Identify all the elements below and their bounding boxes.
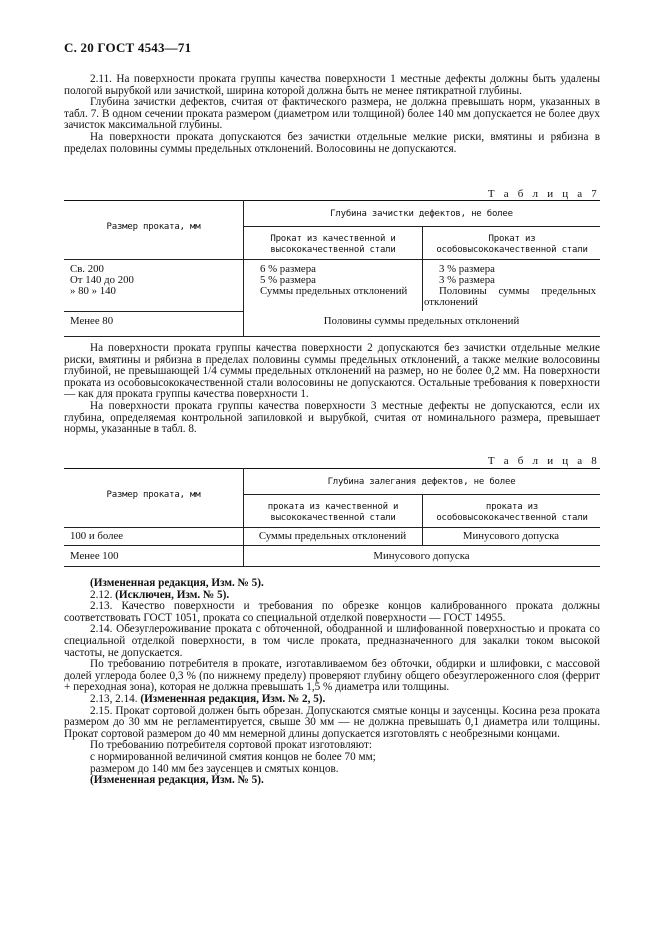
page-header: С. 20 ГОСТ 4543—71 [64, 40, 192, 55]
section-2-12-excluded: (Исключен, Изм. № 5). [115, 588, 230, 601]
sections-2-12-to-2-15 [64, 578, 600, 787]
section-2-15-d: размером до 140 мм без заусенцев и смятых концов. [90, 762, 339, 775]
paragraph: На поверхности проката допускаются без зачистки отдельные мелкие риски, вмятины и рябизна в пределах половины суммы предельных отклонений. Волосовины не допускаются. [64, 130, 600, 155]
section-2-15: 2.15. Прокат сортовой должен быть обрезан. Допускаются смятые концы и заусенцы. Косина реза проката размером до 30 мм не регламентируется, свыше 30 мм — не должна превышать 0,1 диаметра или толщины. Прокат сортовой размером до 40 мм немерной длины допускается изготовлять с необрезными концами. [64, 704, 600, 740]
section-2-11 [64, 74, 600, 155]
section-2-15-c: с нормированной величиной смятия концов не более 70 мм; [90, 750, 376, 763]
table-7-row-1-a: 6 % размера [260, 263, 316, 275]
section-surface-2-3 [64, 343, 600, 436]
table-7-row-2-size: От 140 до 200 [70, 274, 134, 286]
table-8-col-size-header: Размер проката, мм [106, 490, 201, 500]
table-7-caption: Т а б л и ц а 7 [487, 188, 600, 200]
table-7-subheader-2: Прокат из особовысококачественной стали [436, 234, 588, 255]
paragraph: 2.11. На поверхности проката группы качества поверхности 1 местные дефекты должны быть удалены пологой вырубкой или зачисткой, ширина которой должна быть не менее пятикратной глубины. [64, 73, 600, 97]
table-7-col-size-header: Размер проката, мм [106, 222, 201, 232]
table-8-last-size: Менее 100 [70, 550, 119, 562]
table-7-row-1-b: 3 % размера [439, 263, 495, 275]
table-8 [64, 468, 600, 568]
table-8-caption: Т а б л и ц а 8 [487, 455, 600, 467]
table-8-row-1-b: Минусового допуска [462, 530, 560, 542]
paragraph: Глубина зачистки дефектов, считая от фактического размера, не должна превышать норм, указанных в табл. 7. В одном сечении проката размером (диаметром или толщиной) более 140 мм допускается не более двух зачисток максимальной глубины. [64, 96, 600, 132]
edit-note-text: (Измененная редакция, Изм. № 2, 5). [140, 692, 326, 705]
table-8-group-header: Глубина залегания дефектов, не более [327, 477, 516, 487]
table-8-row-1-size: 100 и более [70, 530, 124, 542]
table-7-row-2-b: 3 % размера [439, 274, 495, 286]
table-7-last-size: Менее 80 [70, 315, 114, 327]
table-7-row-3-a: Суммы предельных отклонений [260, 285, 408, 297]
table-7-group-header: Глубина зачистки дефектов, не более [330, 209, 513, 219]
section-2-15-b: По требованию потребителя сортовой прокат изготовляют: [90, 739, 372, 752]
section-2-13: 2.13. Качество поверхности и требования по обрезке концов калиброванного проката должны соответствовать ГОСТ 1051, проката со специальной отделкой поверхности — ГОСТ 14955. [64, 600, 600, 624]
table-7-subheader-1: Прокат из качественной и высококачественной стали [270, 234, 396, 255]
table-8-subheader-2: проката из особовысококачественной стали [436, 502, 588, 523]
section-2-14: 2.14. Обезуглероживание проката с обточенной, ободранной и шлифованной поверхностью и проката со специальной отделкой поверхности, в том числе проката, предназначенного для закалки током высокой частоты, не допускается. [64, 623, 600, 659]
table-7-row-1-size: Св. 200 [70, 263, 104, 275]
edit-note-2-13-2-14 [64, 694, 600, 706]
section-2-14-b: По требованию потребителя в прокате, изготавливаемом без обточки, обдирки и шлифовки, с массовой долей углерода более 0,3 % (по нижнему пределу) проверяют глубину общего обезуглероженного слоя (феррит + переходная зона), которая не должна превышать 1,5 % диаметра или толщины. [64, 658, 600, 694]
table-7-last-value: Половины суммы предельных отклонений [323, 315, 520, 327]
table-8-last-value: Минусового допуска [373, 550, 470, 562]
edit-note: (Измененная редакция, Изм. № 5). [90, 577, 264, 589]
table-7 [64, 200, 600, 340]
table-8-subheader-1: проката из качественной и высококачественной стали [267, 502, 399, 523]
section-2-12-number: 2.12. [90, 588, 116, 601]
table-8-row-1-a: Суммы предельных отклонений [258, 530, 407, 542]
paragraph: На поверхности проката группы качества поверхности 3 местные дефекты не допускаются, если их глубина, определяемая контрольной запиловкой и вырубкой, считая от номинального размера, превышает нормы, указанные в табл. 8. [64, 399, 600, 436]
edit-note-numbers: 2.13, 2.14. [90, 692, 141, 705]
table-7-row-3-b: Половины суммы предельных отклонений [424, 285, 596, 309]
table-7-row-2-a: 5 % размера [260, 274, 316, 286]
table-7-row-3-size: » 80 » 140 [70, 285, 116, 297]
edit-note-final: (Измененная редакция, Изм. № 5). [90, 774, 264, 787]
paragraph: На поверхности проката группы качества поверхности 2 допускаются без зачистки отдельные мелкие риски, вмятины и рябизна в пределах половины суммы предельных отклонений, а также мелкие волосовины глубиной, не превышающей 1/4 суммы предельных отклонений на размер, но не более 0,2 мм. На поверхности проката из особовысококачественной стали волосовины не допускаются. Остальные требования к поверхности — как для проката группы качества поверхности 1. [64, 342, 600, 401]
